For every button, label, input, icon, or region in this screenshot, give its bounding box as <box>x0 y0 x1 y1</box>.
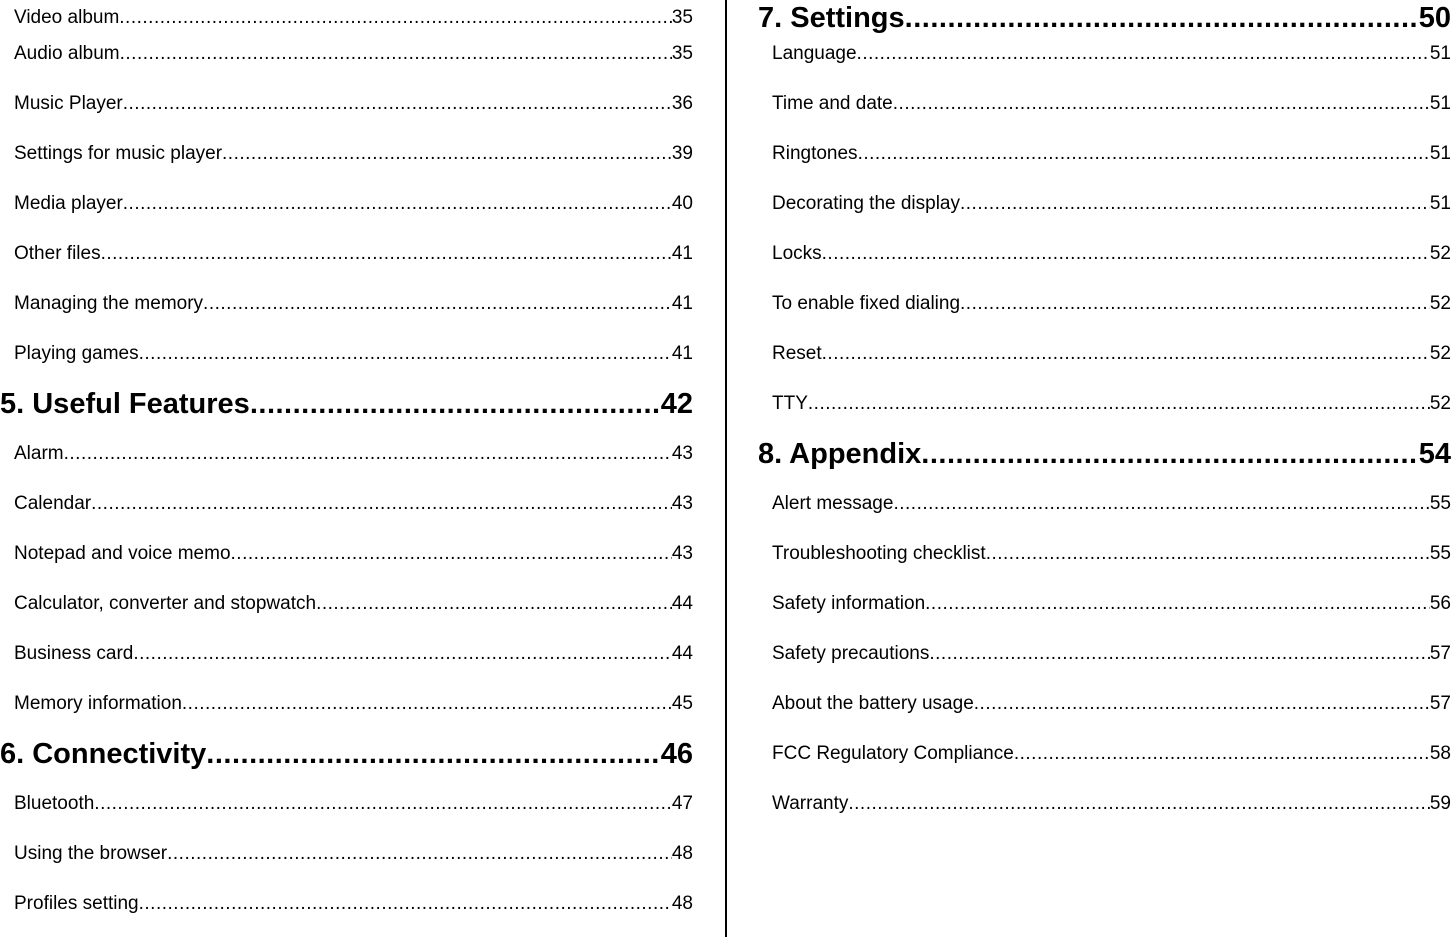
toc-entry[interactable] <box>758 386 1451 436</box>
toc-page-number: 54 <box>1418 438 1451 470</box>
toc-entry[interactable] <box>0 436 693 486</box>
toc-page-number: 42 <box>660 388 693 420</box>
toc-entry-title: Bluetooth <box>14 793 95 814</box>
toc-page-number: 51 <box>1429 93 1451 114</box>
dot-leader <box>986 536 1430 572</box>
toc-entry-title: Media player <box>14 193 123 214</box>
toc-entry-title: Troubleshooting checklist <box>772 543 986 564</box>
toc-entry-title: Using the browser <box>14 843 168 864</box>
toc-page-number: 36 <box>671 93 693 114</box>
column-divider <box>725 0 727 937</box>
toc-entry[interactable] <box>758 136 1451 186</box>
toc-page-number: 55 <box>1429 493 1451 514</box>
toc-chapter-heading[interactable] <box>758 0 1451 36</box>
toc-entry-title: 5. Useful Features <box>0 388 250 420</box>
toc-page-number: 51 <box>1429 43 1451 64</box>
toc-entry-title: Notepad and voice memo <box>14 543 231 564</box>
toc-entry[interactable] <box>758 86 1451 136</box>
toc-entry[interactable] <box>0 686 693 736</box>
toc-entry-title: Calendar <box>14 493 92 514</box>
toc-page-number: 52 <box>1429 293 1451 314</box>
toc-entry-title: FCC Regulatory Compliance <box>772 743 1014 764</box>
toc-page-number: 41 <box>671 343 693 364</box>
dot-leader <box>858 136 1430 172</box>
dot-leader <box>139 336 672 372</box>
dot-leader <box>222 136 672 172</box>
dot-leader <box>182 686 672 722</box>
toc-entry[interactable] <box>0 536 693 586</box>
toc-entry-title: Calculator, converter and stopwatch <box>14 593 317 614</box>
toc-list-right <box>758 0 1451 836</box>
toc-entry[interactable] <box>0 36 693 86</box>
toc-entry-title: Time and date <box>772 93 893 114</box>
toc-entry[interactable] <box>0 886 693 936</box>
toc-entry[interactable] <box>0 86 693 136</box>
dot-leader <box>203 286 672 322</box>
toc-entry[interactable] <box>0 286 693 336</box>
dot-leader <box>848 786 1429 822</box>
toc-entry-title: Reset <box>772 343 822 364</box>
toc-entry-title: To enable fixed dialing <box>772 293 961 314</box>
toc-page-number: 47 <box>671 793 693 814</box>
dot-leader <box>857 36 1430 72</box>
toc-page-number: 39 <box>671 143 693 164</box>
toc-page-number: 44 <box>671 643 693 664</box>
toc-entry[interactable] <box>758 486 1451 536</box>
toc-page-number: 41 <box>671 293 693 314</box>
dot-leader <box>231 536 672 572</box>
toc-entry-title: Decorating the display <box>772 193 960 214</box>
dot-leader <box>250 386 661 422</box>
toc-entry-title: TTY <box>772 393 808 414</box>
toc-page-number: 58 <box>1429 743 1451 764</box>
toc-entry-title: Locks <box>772 243 822 264</box>
dot-leader <box>960 286 1430 322</box>
dot-leader <box>133 636 672 672</box>
dot-leader <box>893 486 1429 522</box>
toc-entry-title: Safety information <box>772 593 926 614</box>
toc-entry-title: Ringtones <box>772 143 858 164</box>
toc-entry-title: Playing games <box>14 343 139 364</box>
dot-leader <box>101 236 672 272</box>
toc-entry[interactable] <box>758 536 1451 586</box>
toc-entry[interactable] <box>0 0 693 36</box>
toc-page-number: 43 <box>671 543 693 564</box>
toc-entry-title: 7. Settings <box>758 2 905 34</box>
toc-entry[interactable] <box>0 836 693 886</box>
toc-entry-title: Video album <box>14 7 120 28</box>
dot-leader <box>123 186 672 222</box>
toc-entry-title: 6. Connectivity <box>0 738 207 770</box>
toc-entry[interactable] <box>758 586 1451 636</box>
dot-leader <box>167 836 672 872</box>
toc-page-number: 35 <box>671 7 693 28</box>
toc-page-number: 43 <box>671 493 693 514</box>
toc-entry[interactable] <box>758 236 1451 286</box>
toc-page-number: 57 <box>1429 693 1451 714</box>
toc-entry-title: Settings for music player <box>14 143 223 164</box>
toc-page-number: 48 <box>671 843 693 864</box>
toc-entry-title: Business card <box>14 643 134 664</box>
toc-entry-title: Safety precautions <box>772 643 930 664</box>
toc-page-number: 48 <box>671 893 693 914</box>
toc-page-number: 57 <box>1429 643 1451 664</box>
toc-entry-title: Memory information <box>14 693 182 714</box>
dot-leader <box>974 686 1430 722</box>
toc-page-number: 35 <box>671 43 693 64</box>
toc-entry-title: About the battery usage <box>772 693 974 714</box>
toc-page-number: 50 <box>1418 2 1451 34</box>
toc-page-number: 52 <box>1429 243 1451 264</box>
dot-leader <box>822 336 1430 372</box>
toc-entry[interactable] <box>0 786 693 836</box>
toc-entry-title: Other files <box>14 243 101 264</box>
dot-leader <box>929 636 1429 672</box>
dot-leader <box>123 86 672 122</box>
toc-page-number: 41 <box>671 243 693 264</box>
toc-entry-title: Audio album <box>14 43 120 64</box>
toc-entry[interactable] <box>758 636 1451 686</box>
dot-leader <box>206 736 660 772</box>
toc-entry[interactable] <box>0 636 693 686</box>
toc-page-number: 52 <box>1429 393 1451 414</box>
toc-entry[interactable] <box>758 286 1451 336</box>
toc-list-left <box>0 0 693 936</box>
toc-entry-title: Profiles setting <box>14 893 139 914</box>
dot-leader <box>808 386 1430 422</box>
toc-entry-title: 8. Appendix <box>758 438 922 470</box>
toc-entry[interactable] <box>758 786 1451 836</box>
toc-page-number: 51 <box>1429 193 1451 214</box>
dot-leader <box>316 586 672 622</box>
toc-entry[interactable] <box>758 36 1451 86</box>
dot-leader <box>139 886 672 922</box>
toc-page-number: 46 <box>660 738 693 770</box>
dot-leader <box>893 86 1430 122</box>
toc-page-number: 51 <box>1429 143 1451 164</box>
toc-entry-title: Music Player <box>14 93 123 114</box>
toc-page-number: 55 <box>1429 543 1451 564</box>
toc-chapter-heading[interactable] <box>0 736 693 786</box>
dot-leader <box>905 0 1419 36</box>
dot-leader <box>921 436 1418 472</box>
toc-entry[interactable] <box>0 136 693 186</box>
dot-leader <box>64 436 672 472</box>
toc-entry-title: Language <box>772 43 857 64</box>
dot-leader <box>1014 736 1430 772</box>
toc-entry[interactable] <box>0 186 693 236</box>
toc-entry[interactable] <box>0 586 693 636</box>
toc-entry[interactable] <box>0 236 693 286</box>
toc-left-column <box>0 0 693 937</box>
toc-page-number: 43 <box>671 443 693 464</box>
toc-entry[interactable] <box>0 336 693 386</box>
toc-entry-title: Managing the memory <box>14 293 204 314</box>
toc-page-number: 40 <box>671 193 693 214</box>
toc-page-number: 45 <box>671 693 693 714</box>
dot-leader <box>960 186 1430 222</box>
dot-leader <box>94 786 672 822</box>
toc-entry-title: Warranty <box>772 793 849 814</box>
dot-leader <box>822 236 1430 272</box>
dot-leader <box>91 486 672 522</box>
toc-page-number: 52 <box>1429 343 1451 364</box>
dot-leader <box>925 586 1430 622</box>
toc-entry[interactable] <box>758 336 1451 386</box>
toc-entry[interactable] <box>0 486 693 536</box>
dot-leader <box>119 0 672 36</box>
toc-page-number: 56 <box>1429 593 1451 614</box>
toc-right-column <box>758 0 1451 937</box>
toc-entry[interactable] <box>758 736 1451 786</box>
toc-chapter-heading[interactable] <box>0 386 693 436</box>
toc-entry-title: Alert message <box>772 493 894 514</box>
toc-page-number: 44 <box>671 593 693 614</box>
toc-chapter-heading[interactable] <box>758 436 1451 486</box>
dot-leader <box>120 36 672 72</box>
toc-page-number: 59 <box>1429 793 1451 814</box>
toc-entry[interactable] <box>758 686 1451 736</box>
toc-entry-title: Alarm <box>14 443 64 464</box>
toc-entry[interactable] <box>758 186 1451 236</box>
